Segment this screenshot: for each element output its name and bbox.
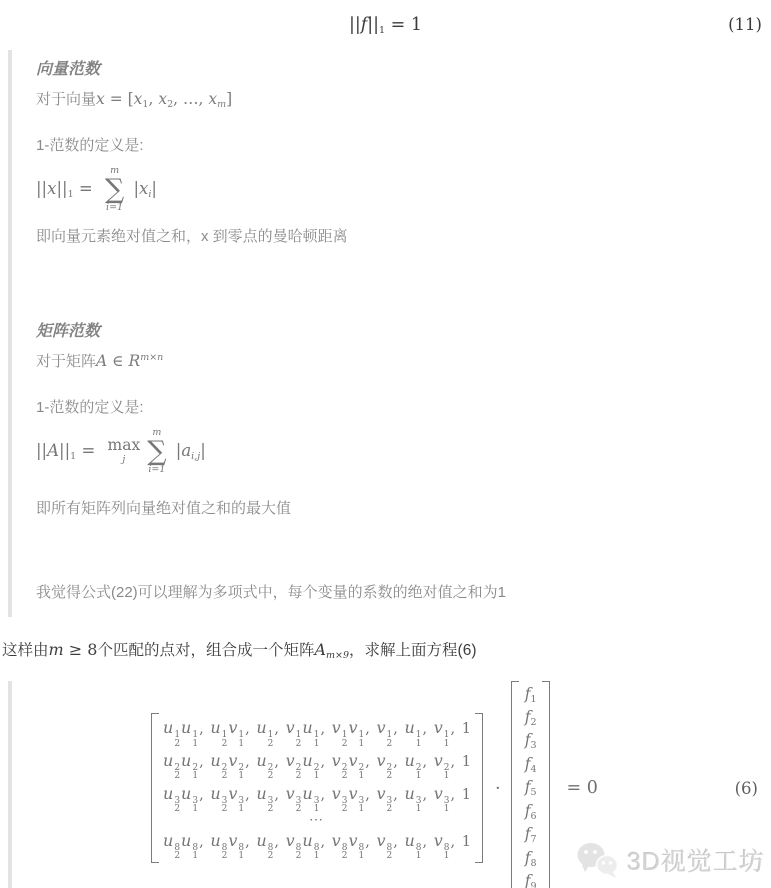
matrix-definition-math: A ∈ $R^{m\times n}$ — [96, 352, 164, 370]
f-vector-entry: $f_1$ — [524, 684, 537, 705]
norm1-definition-label-2: 1-范数的定义是: — [36, 399, 144, 416]
f-left-bracket — [511, 681, 519, 888]
f-vector-entry: $f_7$ — [524, 825, 537, 846]
seg1: 这样由 — [2, 642, 49, 659]
a-m9-math: $A_{m\times 9}$ — [314, 640, 350, 661]
a-norm-formula: $||A||_1$ = max j m ∑ i=1 $|a_{i,j}|$ — [36, 427, 206, 476]
matrix-intro-prefix: 对于矩阵 — [36, 353, 97, 370]
norms-blockquote — [8, 50, 771, 617]
coefficient-matrix-body — [159, 713, 475, 862]
matrix-row: u 8 2 u 8 1 , u 8 2 v 8 1 , u 8 2 , v 8 2 u 8 1 , v 8 2 v 8 1 , v 8 2 , u 8 1 , v 8 1 , 1 — [163, 831, 471, 862]
seg2: 个匹配的点对，组合成一个矩阵 — [97, 642, 315, 659]
matrix-norm-note: 即所有矩阵列向量绝对值之和的最大值 — [36, 500, 292, 517]
matrix-norm-heading: 矩阵范数 — [36, 323, 101, 340]
dot-operator: · — [494, 777, 501, 799]
m-ge-8-math: m ≥ 8 — [48, 640, 98, 659]
opinion-paragraph: 我觉得公式(22)可以理解为多项式中，每个变量的系数的绝对值之和为1 — [36, 584, 507, 601]
f-vector-body — [519, 681, 543, 888]
matrix-intro-paragraph — [36, 350, 771, 373]
f-vector-entry: $f_6$ — [524, 801, 537, 822]
vector-definition-math: $x = [x_1$, $x_2$, …, $x_m$] — [96, 90, 233, 110]
norm1-definition-label: 1-范数的定义是: — [36, 137, 144, 154]
wechat-bubbles-icon — [575, 840, 621, 880]
matrix-row: u 2 2 u 2 1 , u 2 2 v 2 1 , u 2 2 , v 2 2 u 2 1 , v 2 2 v 2 1 , v 2 2 , u 2 1 , v 2 1 , 1 — [163, 750, 471, 782]
vector-norm-note: 即向量元素绝对值之和，x 到零点的曼哈顿距离 — [36, 228, 348, 245]
f-vector-entry: $f_8$ — [524, 848, 537, 869]
f-right-bracket — [542, 681, 550, 888]
left-bracket — [151, 713, 159, 862]
f-vector-entry: $f_4$ — [524, 754, 537, 775]
equation-11-row — [0, 8, 771, 42]
f-vector-entry: $f_9$ — [524, 871, 537, 888]
vector-intro-prefix: 对于向量 — [36, 91, 97, 108]
right-bracket — [475, 713, 483, 862]
vector-intro-paragraph — [36, 88, 771, 111]
matrix-row: u 1 2 u 1 1 , u 1 2 v 1 1 , u 1 2 , v 1 2 u 1 1 , v 1 2 v 1 1 , v 1 2 , u 1 1 , v 1 1 , 1 — [163, 718, 471, 749]
f-vector-entry: $f_3$ — [524, 731, 537, 752]
f-vector-entry: $f_2$ — [524, 708, 537, 729]
equals-zero: = 0 — [566, 778, 598, 798]
seg3: ，求解上面方程(6) — [349, 642, 477, 659]
x-norm-formula: $||x||_1$ = m ∑ i=1 $|x_i|$ — [36, 165, 157, 214]
matrix-dots-row: ⋯ — [308, 812, 325, 829]
vector-norm-heading: 向量范数 — [36, 61, 101, 78]
equation-6-number: (6) — [734, 778, 758, 798]
coefficient-matrix — [151, 713, 483, 862]
watermark-text: 3D视觉工坊 — [627, 848, 765, 876]
equation-11-number: (11) — [728, 15, 762, 34]
matrix-construction-paragraph — [2, 635, 771, 666]
watermark — [575, 840, 765, 880]
f-vector-entry: $f_5$ — [524, 778, 537, 799]
f-vector — [511, 681, 551, 888]
matrix-row: u 3 2 u 3 1 , u 3 2 v 3 1 , u 3 2 , v 3 2 u 3 1 , v 3 2 v 3 1 , v 3 2 , u 3 1 , v 3 1 , 1 — [163, 783, 471, 814]
equation-11-math: $||f||_1 = 1$ — [348, 15, 423, 36]
